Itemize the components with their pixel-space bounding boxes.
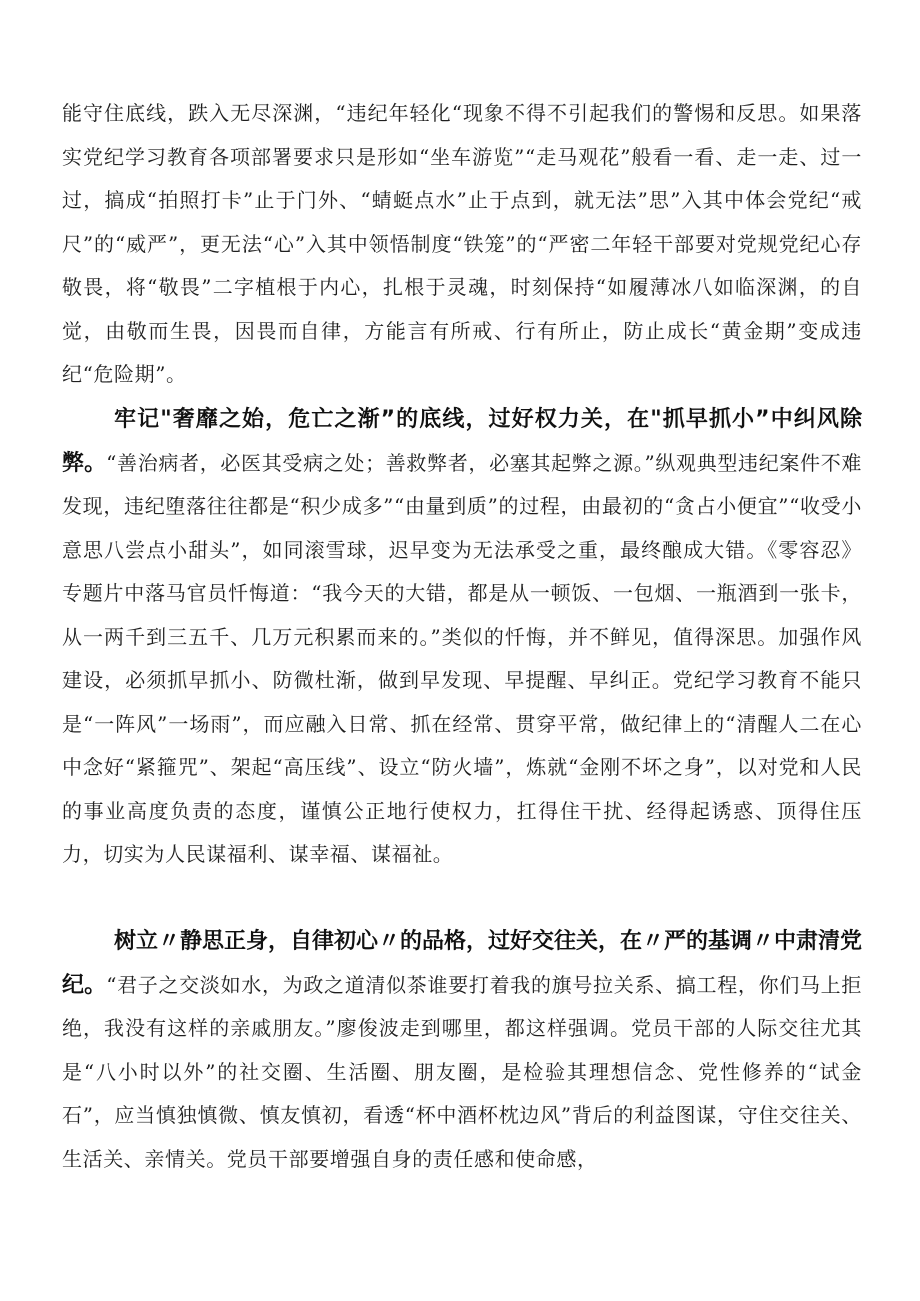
paragraph-3-heading: 树立〃静思正身，自律初心〃的品格，过好交往关，在〃严的基调〃中肃清党纪。 (62, 929, 863, 998)
paragraph-2 (62, 398, 862, 877)
paragraph-2-heading: 牢记"奢靡之始，危亡之渐”的底线，过好权力关，在"抓早抓小”中纠风除弊。 (62, 407, 862, 476)
paragraph-1 (62, 92, 862, 397)
paragraph-3-body: “君子之交淡如水，为政之道清似茶谁要打着我的旗号拉关系、搞工程，你们马上拒绝，我没有这样的亲戚朋友。”廖俊波走到哪里，都这样强调。党员干部的人际交往尤其是“八小时以外”的社交圈、生活圈、朋友圈，是检验其理想信念、党性修养的“试金石”，应当慎独慎微、慎友慎初，看透“杯中酒杯枕边风”背后的利益图谋，守住交往关、生活关、亲情关。党员干部要增强自身的责任感和使命感， (62, 972, 862, 1171)
paragraph-3 (62, 920, 862, 1181)
paragraph-1-body: 能守住底线，跌入无尽深渊，“违纪年轻化“现象不得不引起我们的警惕和反思。如果落实党纪学习教育各项部署要求只是形如“坐车游览”“走马观花”般看一看、走一走、过一过，搞成“拍照打卡”止于门外、“蜻蜓点水”止于点到，就无法”思”入其中体会党纪“戒尺”的“威严”，更无法“心”入其中领悟制度“铁笼”的“严密二年轻干部要对党规党纪心存敬畏，将“敬畏”二字植根于内心，扎根于灵魂，时刻保持“如履薄冰八如临深渊，的自觉，由敬而生畏，因畏而自律，方能言有所戒、行有所止，防止成长“黄金期”变成违纪“危险期”。 (62, 101, 862, 386)
paragraph-2-body: “善治病者，必医其受病之处；善救弊者，必塞其起弊之源。”纵观典型违纪案件不难发现，违纪堕落往往都是“积少成多”“由量到质”的过程，由最初的“贪占小便宜”“收受小意思八尝点小甜头”，如同滚雪球，迟早变为无法承受之重，最终酿成大错。《零容忍》专题片中落马官员忏悔道：“我今天的大错，都是从一顿饭、一包烟、一瓶酒到一张卡，从一两千到三五千、几万元积累而来的。”类似的忏悔，并不鲜见，值得深思。加强作风建设，必须抓早抓小、防微杜渐，做到早发现、早提醒、早纠正。党纪学习教育不能只是“一阵风”一场雨”，而应融入日常、抓在经常、贯穿平常，做纪律上的“清醒人二在心中念好“紧箍咒”、架起“高压线”、设立“防火墙”，炼就“金刚不坏之身”，以对党和人民的事业高度负责的态度，谨慎公正地行使权力，扛得住干扰、经得起诱惑、顶得住压力，切实为人民谋福利、谋幸福、谋福祉。 (62, 450, 862, 866)
